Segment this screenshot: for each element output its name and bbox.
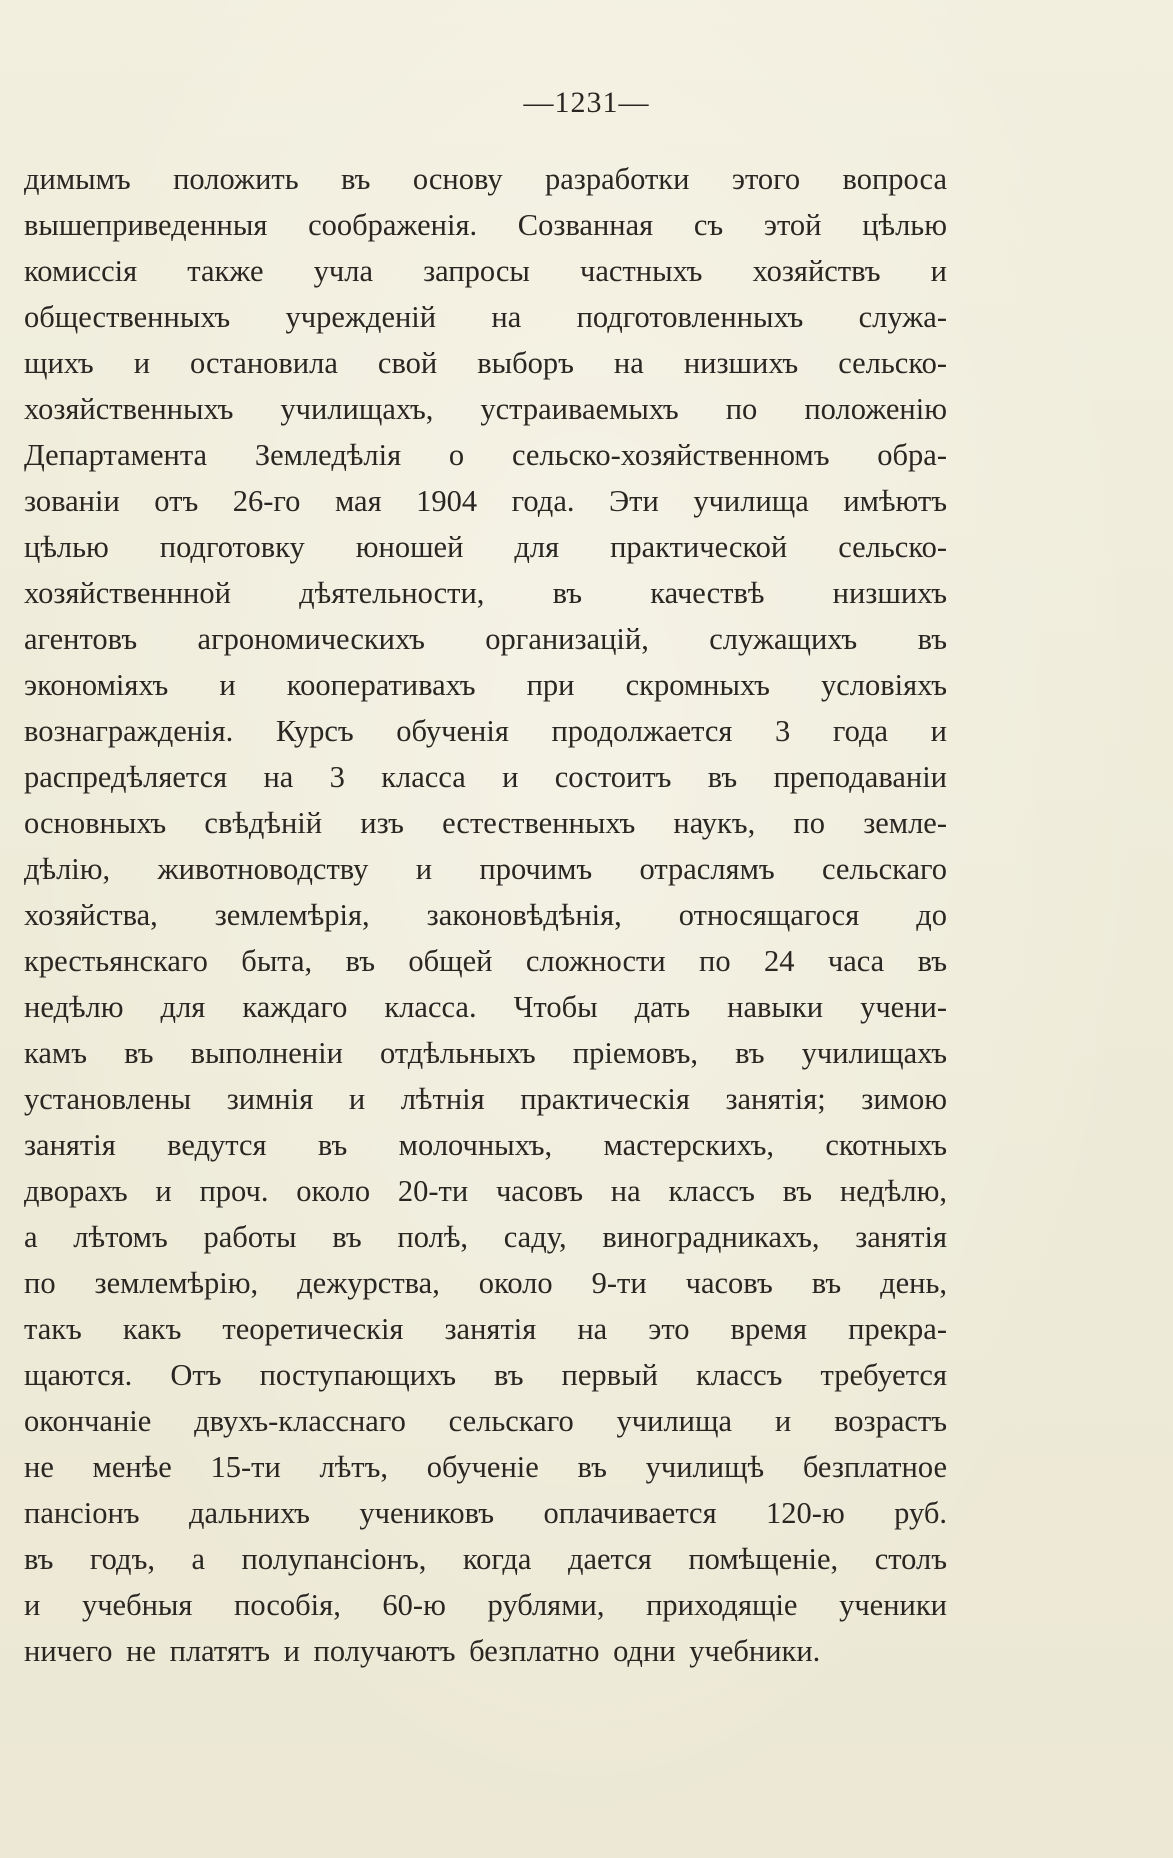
text-line: не менѣе 15-ти лѣтъ, обученіе въ училищѣ безплатное [24,1450,947,1484]
text-line: камъ въ выполненіи отдѣльныхъ пріемовъ, въ училищахъ [24,1036,947,1070]
text-line: агентовъ агрономическихъ организацій, служащихъ въ [24,622,947,656]
text-line: хозяйственнной дѣятельности, въ качествѣ низшихъ [24,576,947,610]
text-line: недѣлю для каждаго класса. Чтобы дать навыки учени- [24,990,947,1024]
text-line: общественныхъ учрежденій на подготовленныхъ служа- [24,300,947,334]
body-text [24,156,947,1674]
text-line: пансіонъ дальнихъ учениковъ оплачивается 120-ю руб. [24,1496,947,1530]
text-line: а лѣтомъ работы въ полѣ, саду, виноградникахъ, занятія [24,1220,947,1254]
text-line: щихъ и остановила свой выборъ на низшихъ сельско- [24,346,947,380]
text-line: крестьянскаго быта, въ общей сложности по 24 часа въ [24,944,947,978]
text-line: ничего не платятъ и получаютъ безплатно одни учебники. [24,1634,821,1668]
text-line: дѣлію, животноводству и прочимъ отраслямъ сельскаго [24,852,947,886]
text-line: комиссія также учла запросы частныхъ хозяйствъ и [24,254,947,288]
text-line: цѣлью подготовку юношей для практической сельско- [24,530,947,564]
text-line: димымъ положить въ основу разработки этого вопроса [24,162,947,196]
text-line: вышеприведенныя соображенія. Созванная съ этой цѣлью [24,208,947,242]
text-line: по землемѣрію, дежурства, около 9-ти часовъ въ день, [24,1266,947,1300]
text-line: Департамента Земледѣлія о сельско-хозяйственномъ обра- [24,438,947,472]
text-line: щаются. Отъ поступающихъ въ первый классъ требуется [24,1358,947,1392]
text-line: окончаніе двухъ-класснаго сельскаго училища и возрастъ [24,1404,947,1438]
text-line: распредѣляется на 3 класса и состоитъ въ преподаваніи [24,760,947,794]
text-line: въ годъ, а полупансіонъ, когда дается помѣщеніе, столъ [24,1542,947,1576]
text-line: зованіи отъ 26-го мая 1904 года. Эти училища имѣютъ [24,484,947,518]
text-line: и учебныя пособія, 60-ю рублями, приходящіе ученики [24,1588,947,1622]
text-line: экономіяхъ и кооперативахъ при скромныхъ условіяхъ [24,668,947,702]
text-line: занятія ведутся въ молочныхъ, мастерскихъ, скотныхъ [24,1128,947,1162]
text-line: установлены зимнія и лѣтнія практическія занятія; зимою [24,1082,947,1116]
text-line: основныхъ свѣдѣній изъ естественныхъ наукъ, по земле- [24,806,947,840]
text-line: дворахъ и проч. около 20-ти часовъ на классъ въ недѣлю, [24,1174,947,1208]
text-line: такъ какъ теоретическія занятія на это время прекра- [24,1312,947,1346]
text-line: хозяйства, землемѣрія, законовѣдѣнія, относящагося до [24,898,947,932]
text-line: вознагражденія. Курсъ обученія продолжается 3 года и [24,714,947,748]
page-number: —1231— [523,86,650,119]
text-line: хозяйственныхъ училищахъ, устраиваемыхъ по положенію [24,392,947,426]
